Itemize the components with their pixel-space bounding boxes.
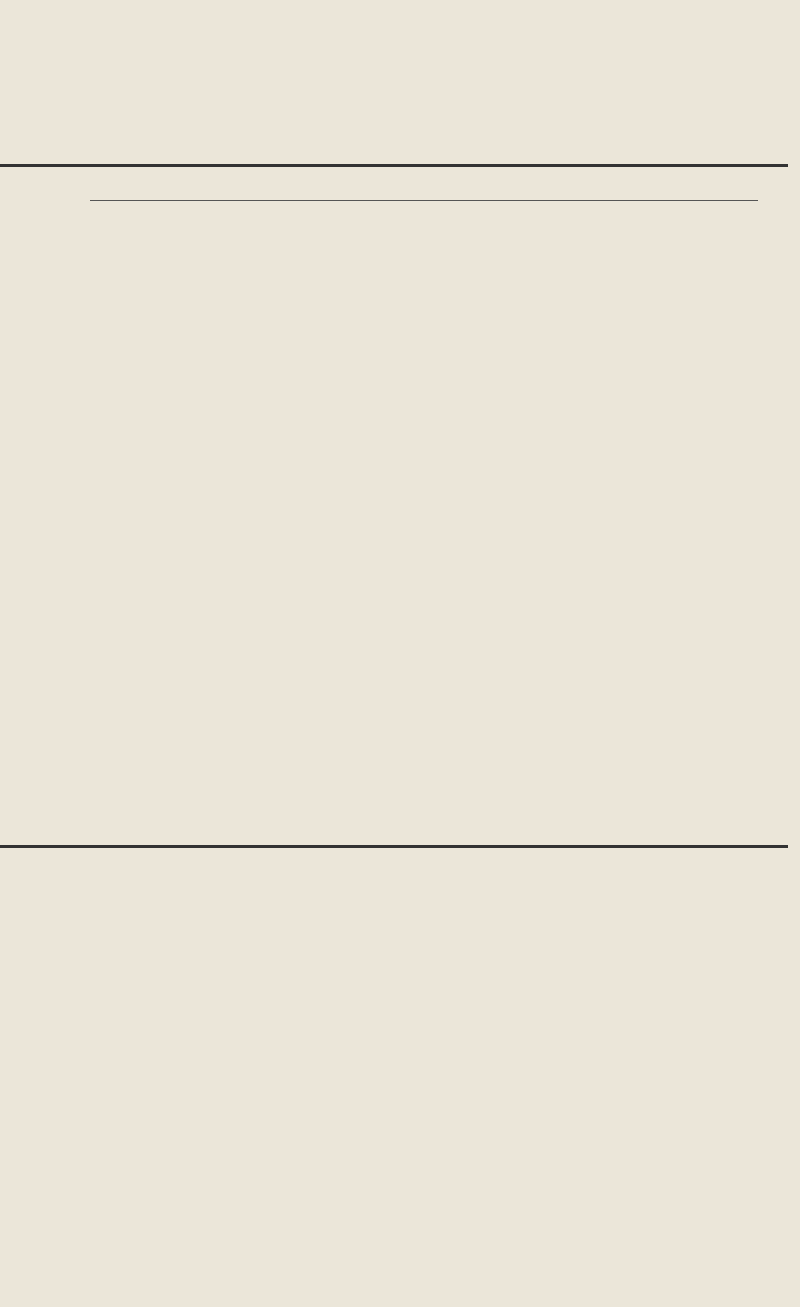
expenditure-table bbox=[0, 164, 788, 848]
section-rule bbox=[90, 200, 758, 201]
page-header bbox=[0, 0, 800, 130]
